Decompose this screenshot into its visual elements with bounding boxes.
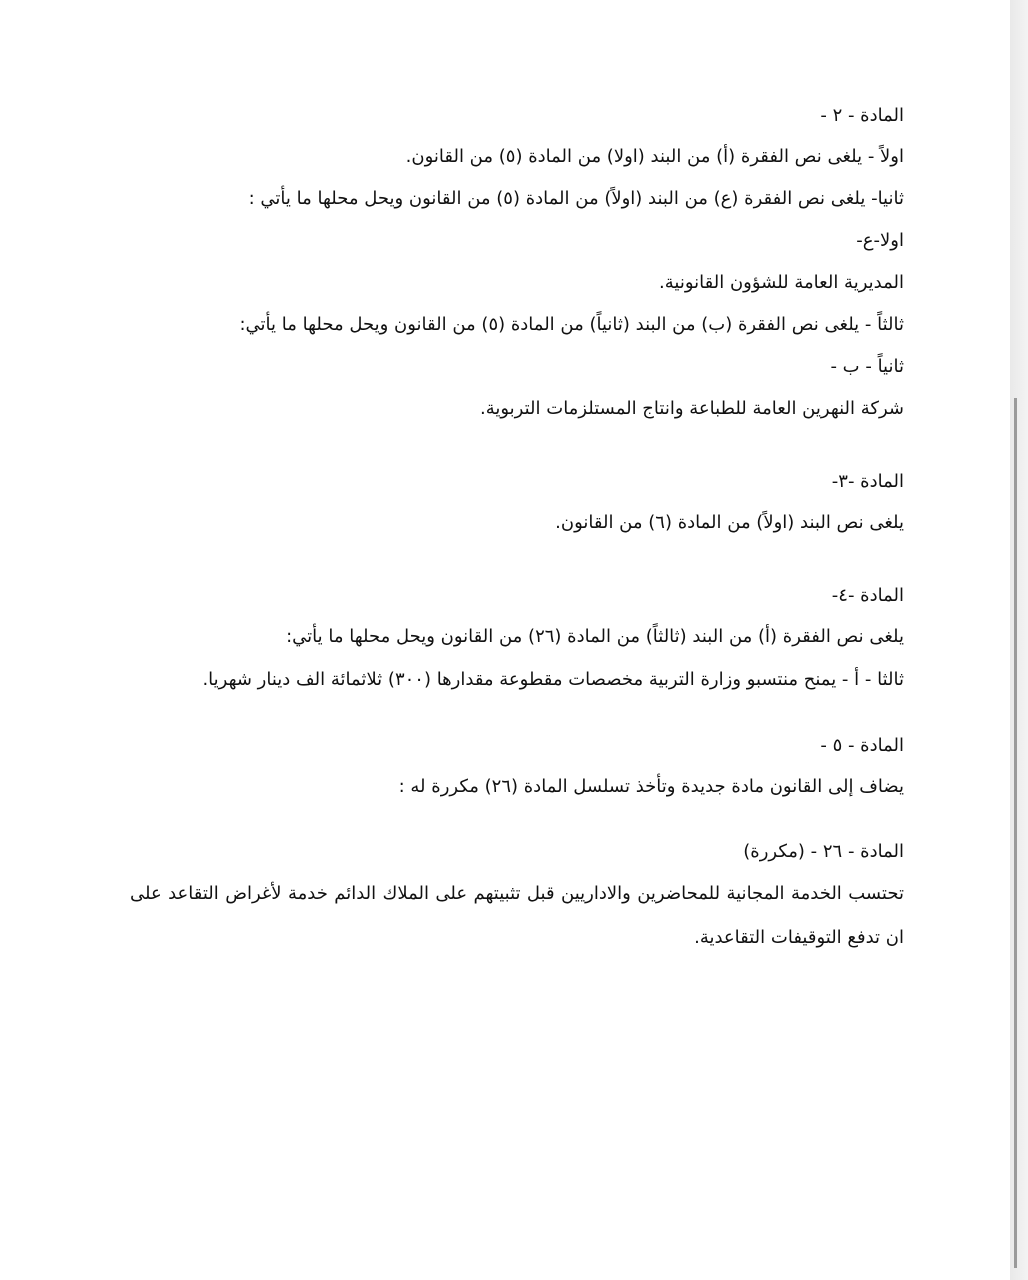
article-26-repeated: [130, 832, 904, 960]
article-2-line-6: ثانياً - ب -: [830, 356, 904, 377]
article-2-line-1: اولاً - يلغى نص الفقرة (أ) من البند (اولا) من المادة (٥) من القانون.: [405, 146, 904, 167]
article-3-line-1: يلغى نص البند (اولاً) من المادة (٦) من القانون.: [555, 512, 904, 533]
article-2-line-7: شركة النهرين العامة للطباعة وانتاج المستلزمات التربوية.: [479, 398, 904, 419]
article-2-line-4: المديرية العامة للشؤون القانونية.: [659, 272, 904, 293]
article-5-line-1: يضاف إلى القانون مادة جديدة وتأخذ تسلسل المادة (٢٦) مكررة له :: [398, 776, 904, 797]
article-4-heading: المادة -٤-: [831, 585, 904, 606]
article-4-line-1: يلغى نص الفقرة (أ) من البند (ثالثاً) من المادة (٢٦) من القانون ويحل محلها ما يأتي:: [286, 626, 904, 647]
page-edge: [1010, 0, 1028, 1280]
article-26-paragraph: تحتسب الخدمة المجانية للمحاضرين والاداريين قبل تثبيتهم على الملاك الدائم خدمة لأغراض التقاعد على ان تدفع التوقيفات التقاعدية.: [130, 883, 904, 948]
article-5: [130, 726, 904, 808]
article-2-line-2: ثانيا- يلغى نص الفقرة (ع) من البند (اولاً) من المادة (٥) من القانون ويحل محلها ما يأتي :: [248, 188, 904, 209]
article-5-heading: المادة - ٥ -: [820, 735, 904, 756]
article-4: [130, 576, 904, 702]
scrollbar[interactable]: [1014, 398, 1017, 1268]
article-3: [130, 462, 904, 544]
article-2-heading: المادة - ٢ -: [820, 105, 904, 126]
document-body: [130, 96, 904, 960]
article-3-heading: المادة -٣-: [831, 471, 904, 492]
article-2-line-3: اولا-ع-: [856, 230, 904, 251]
article-26-heading: المادة - ٢٦ - (مكررة): [743, 841, 904, 862]
article-4-paragraph: ثالثا - أ - يمنح منتسبو وزارة التربية مخصصات مقطوعة مقدارها (٣٠٠) ثلاثمائة الف دينار شهريا.: [202, 669, 904, 690]
article-2-line-5: ثالثاً - يلغى نص الفقرة (ب) من البند (ثانياً) من المادة (٥) من القانون ويحل محلها ما يأتي:: [239, 314, 904, 335]
article-2: [130, 96, 904, 430]
